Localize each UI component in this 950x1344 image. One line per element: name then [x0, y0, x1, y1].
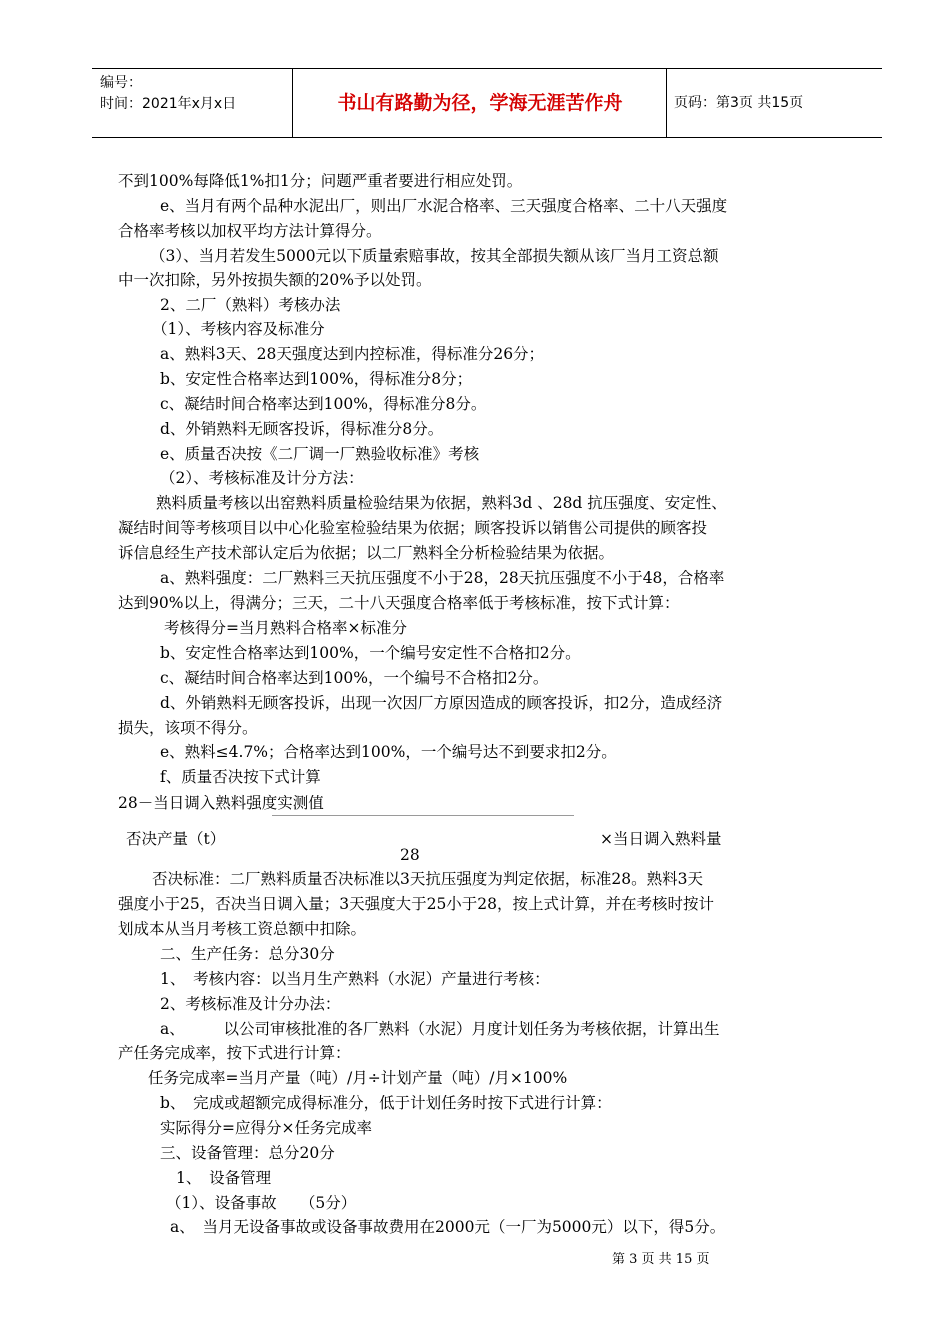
list-item: 1、 设备管理 [176, 1169, 272, 1187]
list-item: c、凝结时间合格率达到100%，得标准分8分。 [160, 395, 487, 413]
header-divider [666, 69, 667, 137]
list-item: 2、考核标准及计分办法： [160, 995, 341, 1013]
subsection-heading: （1）、考核内容及标准分 [152, 320, 325, 338]
page-header [92, 68, 882, 138]
list-item: e、质量否决按《二厂调一厂熟验收标准》考核 [160, 445, 480, 463]
text-line: 熟料质量考核以出窑熟料质量检验结果为依据，熟料3d 、28d 抗压强度、安定性、 [156, 494, 727, 512]
text-line: 中一次扣除，另外按损失额的20%予以处罚。 [118, 271, 432, 289]
header-divider [292, 69, 293, 137]
list-item: a、熟料强度：二厂熟料三天抗压强度不小于28，28天抗压强度不小于48，合格率 [160, 569, 725, 587]
time-label: 时间：2021年x月x日 [100, 96, 237, 112]
formula: 考核得分=当月熟料合格率×标准分 [164, 619, 407, 637]
text-line: 达到90%以上，得满分；三天，二十八天强度合格率低于考核标准，按下式计算： [118, 594, 680, 612]
text-line: 凝结时间等考核项目以中心化验室检验结果为依据；顾客投诉以销售公司提供的顾客投 [118, 519, 708, 537]
text-line: 诉信息经生产技术部认定后为依据；以二厂熟料全分析检验结果为依据。 [118, 544, 615, 562]
text-line: （3）、当月若发生5000元以下质量索赔事故，按其全部损失额从该厂当月工资总额 [150, 247, 719, 265]
formula: 任务完成率=当月产量（吨）/月÷计划产量（吨）/月×100% [148, 1069, 568, 1087]
text-line: e、当月有两个品种水泥出厂，则出厂水泥合格率、三天强度合格率、二十八天强度 [160, 197, 728, 215]
list-item: b、安定性合格率达到100%，一个编号安定性不合格扣2分。 [160, 644, 581, 662]
formula-numerator: 28－当日调入熟料强度实测值 [118, 794, 324, 812]
formula: 实际得分=应得分×任务完成率 [160, 1119, 372, 1137]
text-line: 产任务完成率，按下式进行计算： [118, 1044, 351, 1062]
list-item: f、质量否决按下式计算 [160, 768, 321, 786]
list-item: b、安定性合格率达到100%，得标准分8分； [160, 370, 473, 388]
list-item: a、 当月无设备事故或设备事故费用在2000元（一厂为5000元）以下，得5分。 [170, 1218, 726, 1236]
formula-label: 否决产量（t） [126, 830, 226, 848]
header-motto: 书山有路勤为径，学海无涯苦作舟 [337, 92, 623, 114]
text-line: 否决标准：二厂熟料质量否决标准以3天抗压强度为判定依据，标准28。熟料3天 [152, 870, 703, 888]
subsection-heading: （1）、设备事故 （5分） [166, 1194, 357, 1212]
list-item: a、熟料3天、28天强度达到内控标准，得标准分26分； [160, 345, 545, 363]
text-line: 强度小于25，否决当日调入量；3天强度大于25小于28，按上式计算，并在考核时按计 [118, 895, 715, 913]
list-item: c、凝结时间合格率达到100%，一个编号不合格扣2分。 [160, 669, 549, 687]
section-heading: 二、生产任务：总分30分 [160, 945, 335, 963]
list-item: d、外销熟料无顾客投诉，出现一次因厂方原因造成的顾客投诉，扣2分，造成经济 [160, 694, 723, 712]
section-heading: 2、二厂（熟料）考核办法 [160, 296, 341, 314]
header-info [100, 69, 290, 137]
formula-multiplier: ×当日调入熟料量 [600, 830, 722, 848]
formula-denominator: 28 [400, 846, 420, 864]
list-item: 1、 考核内容：以当月生产熟料（水泥）产量进行考核： [160, 970, 550, 988]
header-page-number: 页码：第3页 共15页 [674, 95, 804, 111]
list-item: e、熟料≤4.7%；合格率达到100%，一个编号达不到要求扣2分。 [160, 743, 617, 761]
section-heading: 三、设备管理：总分20分 [160, 1144, 335, 1162]
text-line: 不到100%每降低1%扣1分；问题严重者要进行相应处罚。 [118, 172, 523, 190]
page-footer: 第 3 页 共 15 页 [612, 1252, 710, 1267]
list-item: a、 以公司审核批准的各厂熟料（水泥）月度计划任务为考核依据，计算出生 [160, 1020, 720, 1038]
list-item: d、外销熟料无顾客投诉，得标准分8分。 [160, 420, 444, 438]
text-line: 划成本从当月考核工资总额中扣除。 [118, 920, 367, 938]
fraction-line [272, 815, 574, 816]
list-item: b、 完成或超额完成得标准分，低于计划任务时按下式进行计算： [160, 1094, 612, 1112]
text-line: 合格率考核以加权平均方法计算得分。 [118, 222, 382, 240]
number-label: 编号： [100, 75, 142, 91]
subsection-heading: （2）、考核标准及计分方法： [160, 469, 364, 487]
text-line: 损失，该项不得分。 [118, 719, 258, 737]
